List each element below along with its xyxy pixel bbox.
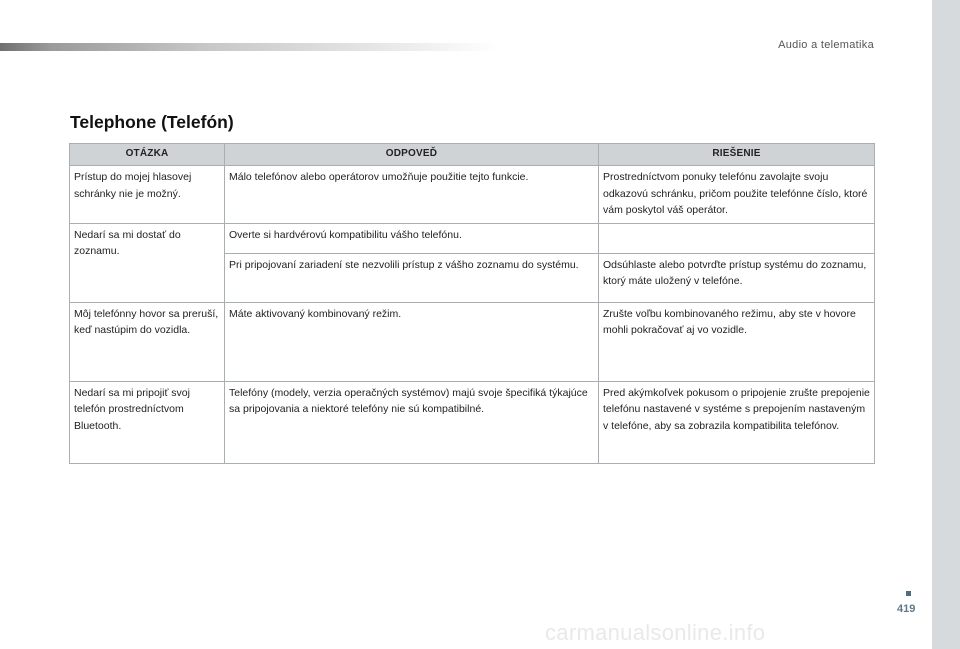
table-row	[70, 381, 875, 463]
question-cell: Nedarí sa mi pripojiť svoj telefón prostredníctvom Bluetooth.	[70, 381, 225, 463]
watermark-text: carmanualsonline.info	[545, 620, 766, 645]
page-nav-marker	[906, 591, 911, 596]
table-row	[70, 223, 875, 253]
column-header-answer: ODPOVEĎ	[225, 144, 599, 166]
solution-cell	[599, 223, 875, 253]
faq-table	[69, 143, 875, 464]
answer-cell: Telefóny (modely, verzia operačných systémov) majú svoje špecifiká týkajúce sa pripojovania a niektoré telefóny nie sú kompatibilné.	[225, 381, 599, 463]
column-header-question: OTÁZKA	[70, 144, 225, 166]
solution-cell: Zrušte voľbu kombinovaného režimu, aby ste v hovore mohli pokračovať aj vo vozidle.	[599, 302, 875, 381]
solution-cell: Prostredníctvom ponuky telefónu zavolajte svoju odkazovú schránku, pričom použite telefónne číslo, ktoré vám poskytol váš operátor.	[599, 166, 875, 224]
table-header-row	[70, 144, 875, 166]
section-header: Audio a telematika	[778, 39, 874, 51]
answer-cell: Máte aktivovaný kombinovaný režim.	[225, 302, 599, 381]
column-header-solution: RIEŠENIE	[599, 144, 875, 166]
page-title: Telephone (Telefón)	[70, 112, 234, 132]
table-row	[70, 166, 875, 224]
answer-cell: Overte si hardvérovú kompatibilitu vášho telefónu.	[225, 223, 599, 253]
page-edge-strip	[932, 0, 960, 649]
table-row	[70, 302, 875, 381]
question-cell: Nedarí sa mi dostať do zoznamu.	[70, 223, 225, 302]
page-number: 419	[897, 603, 916, 615]
answer-cell: Málo telefónov alebo operátorov umožňuje použitie tejto funkcie.	[225, 166, 599, 224]
answer-cell: Pri pripojovaní zariadení ste nezvolili prístup z vášho zoznamu do systému.	[225, 253, 599, 302]
header-gradient-bar	[0, 43, 500, 51]
solution-cell: Pred akýmkoľvek pokusom o pripojenie zrušte prepojenie telefónu nastavené v systéme s prepojením nastaveným v telefóne, aby sa zobrazila kompatibilita telefónov.	[599, 381, 875, 463]
solution-cell: Odsúhlaste alebo potvrďte prístup systému do zoznamu, ktorý máte uložený v telefóne.	[599, 253, 875, 302]
question-cell: Prístup do mojej hlasovej schránky nie je možný.	[70, 166, 225, 224]
question-cell: Môj telefónny hovor sa preruší, keď nastúpim do vozidla.	[70, 302, 225, 381]
